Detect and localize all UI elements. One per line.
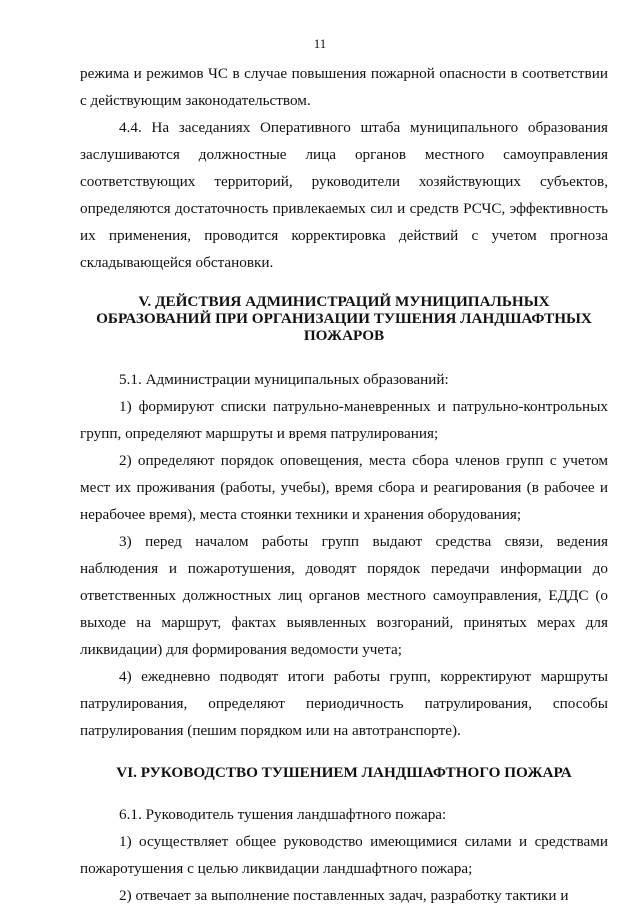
- paragraph-6-1: 6.1. Руководитель тушения ландшафтного пожара:: [119, 806, 447, 823]
- page-number: 11: [313, 36, 327, 51]
- document-body: [80, 60, 608, 909]
- paragraph-continuation: режима и режимов ЧС в случае повышения пожарной опасности в соответствии с действующим законодательством.: [80, 65, 608, 109]
- paragraph-4-4: 4.4. На заседаниях Оперативного штаба муниципального образования заслушиваются должностные лица органов местного самоуправления соответствующих территорий, руководители хозяйствующих субъектов, определяются достаточность привлекаемых сил и средств РСЧС, эффективность их применения, проводится корректировка действий с учетом прогноза складывающейся обстановки.: [80, 119, 608, 271]
- list-item-5-1-1: 1) формируют списки патрульно-маневренных и патрульно-контрольных групп, определяют маршруты и время патрулирования;: [80, 398, 608, 442]
- list-item-6-1-1: 1) осуществляет общее руководство имеющимися силами и средствами пожаротушения с целью ликвидации ландшафтного пожара;: [80, 833, 608, 877]
- section-heading-v: V. ДЕЙСТВИЯ АДМИНИСТРАЦИЙ МУНИЦИПАЛЬНЫХ ОБРАЗОВАНИЙ ПРИ ОРГАНИЗАЦИИ ТУШЕНИЯ ЛАНДШАФТНЫХ ПОЖАРОВ: [96, 293, 592, 344]
- paragraph-5-1: 5.1. Администрации муниципальных образований:: [119, 371, 449, 388]
- list-item-5-1-3: 3) перед началом работы групп выдают средства связи, ведения наблюдения и пожаротушения, доводят порядок передачи информации до ответственных должностных лиц органов местного самоуправления, ЕДДС (о выходе на маршрут, фактах выявленных возгораний, принятых мерах для ликвидации) для формирования ведомости учета;: [80, 533, 608, 658]
- list-item-5-1-2: 2) определяют порядок оповещения, места сбора членов групп с учетом мест их проживания (работы, учебы), время сбора и реагирования (в рабочее и нерабочее время), места стоянки техники и хранения оборудования;: [80, 452, 608, 523]
- section-heading-vi: VI. РУКОВОДСТВО ТУШЕНИЕМ ЛАНДШАФТНОГО ПОЖАРА: [116, 764, 572, 781]
- list-item-6-1-2: 2) отвечает за выполнение поставленных задач, разработку тактики и: [119, 887, 569, 904]
- list-item-5-1-4: 4) ежедневно подводят итоги работы групп, корректируют маршруты патрулирования, определяют периодичность патрулирования, способы патрулирования (пешим порядком или на автотранспорте).: [80, 668, 608, 739]
